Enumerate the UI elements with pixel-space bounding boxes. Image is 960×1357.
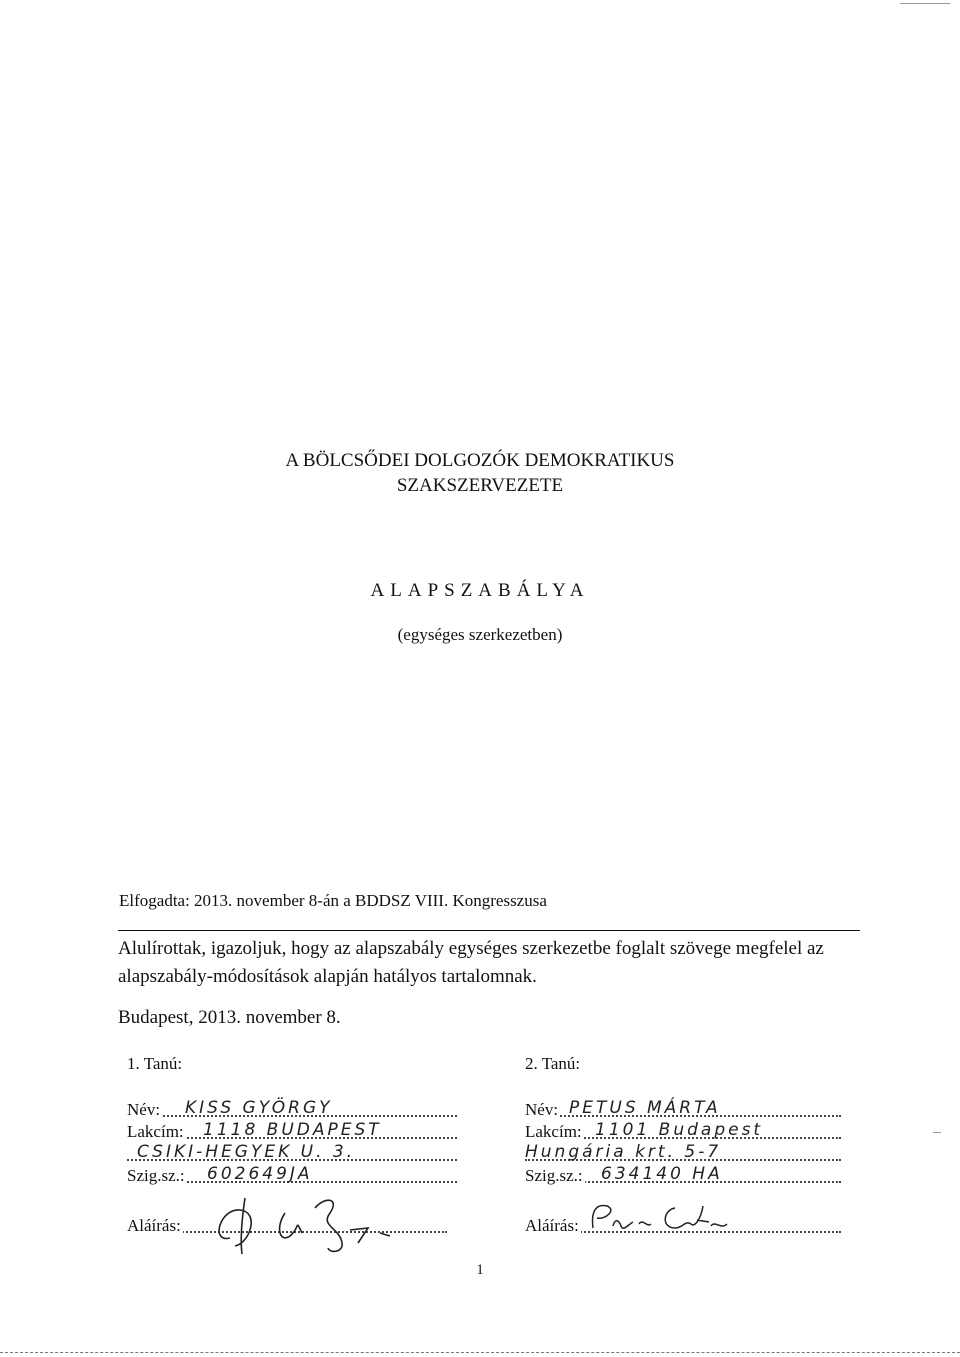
- witness2-address-label: Lakcím:: [525, 1122, 582, 1141]
- witness1-id-label: Szig.sz.:: [127, 1166, 185, 1185]
- witness1-id-row: [127, 1162, 457, 1186]
- witness1-address-value2: CSIKI-HEGYEK U. 3.: [137, 1142, 356, 1162]
- witness1-id-value: 602649JA: [207, 1164, 313, 1184]
- organization-name-line1: A BÖLCSŐDEI DOLGOZÓK DEMOKRATIKUS: [285, 450, 675, 471]
- certification-statement: Alulírottak, igazoljuk, hogy az alapszabály egységes szerkezetbe foglalt szövege megfelel az alapszabály-módosítások alapján hatályos tartalomnak.: [118, 938, 824, 987]
- witness2-heading: 2. Tanú:: [525, 1054, 581, 1073]
- witness1-address-label: Lakcím:: [127, 1122, 184, 1141]
- witness1-name-label: Név:: [127, 1100, 161, 1119]
- witness2-address-value2: Hungária krt. 5-7: [525, 1142, 722, 1162]
- witness2-address-row2: [525, 1140, 841, 1164]
- witness1-name-value: KISS GYÖRGY: [185, 1098, 333, 1118]
- witness2-signature-scrawl: [585, 1198, 755, 1238]
- adoption-line: Elfogadta: 2013. november 8-án a BDDSZ VIII. Kongresszusa: [119, 891, 547, 910]
- witness2-address-value1: 1101 Budapest: [595, 1120, 764, 1140]
- document-title: ALAPSZABÁLYA: [370, 580, 590, 601]
- organization-name: [0, 448, 960, 498]
- witness2-name-row: [525, 1096, 841, 1120]
- witness2-address-row: [525, 1118, 841, 1142]
- witness1-signature-label: Aláírás:: [127, 1216, 181, 1235]
- witness1-heading: 1. Tanú:: [127, 1054, 183, 1073]
- witness1-name-row: [127, 1096, 457, 1120]
- witness1-address-row2: [127, 1140, 457, 1164]
- witness2-id-label: Szig.sz.:: [525, 1166, 583, 1185]
- witness2-signature-label: Aláírás:: [525, 1216, 579, 1235]
- scan-bottom-edge: [0, 1352, 960, 1353]
- witness1-address-row: [127, 1118, 457, 1142]
- page-number: 1: [476, 1262, 484, 1278]
- witness1-signature-scrawl: [190, 1188, 440, 1258]
- scan-artifact-mark: [933, 1132, 941, 1133]
- witness2-name-label: Név:: [525, 1100, 559, 1119]
- witness2-id-row: [525, 1162, 841, 1186]
- place-and-date: Budapest, 2013. november 8.: [118, 1007, 341, 1028]
- organization-name-line2: SZAKSZERVEZETE: [396, 475, 564, 496]
- witness1-address-value1: 1118 BUDAPEST: [203, 1120, 382, 1140]
- scan-artifact-mark: [900, 3, 950, 4]
- document-subtitle: (egységes szerkezetben): [397, 625, 563, 644]
- witness2-name-value: PETUS MÁRTA: [569, 1098, 721, 1118]
- witness2-id-value: 634140 HA: [601, 1164, 723, 1184]
- horizontal-rule: [118, 930, 860, 931]
